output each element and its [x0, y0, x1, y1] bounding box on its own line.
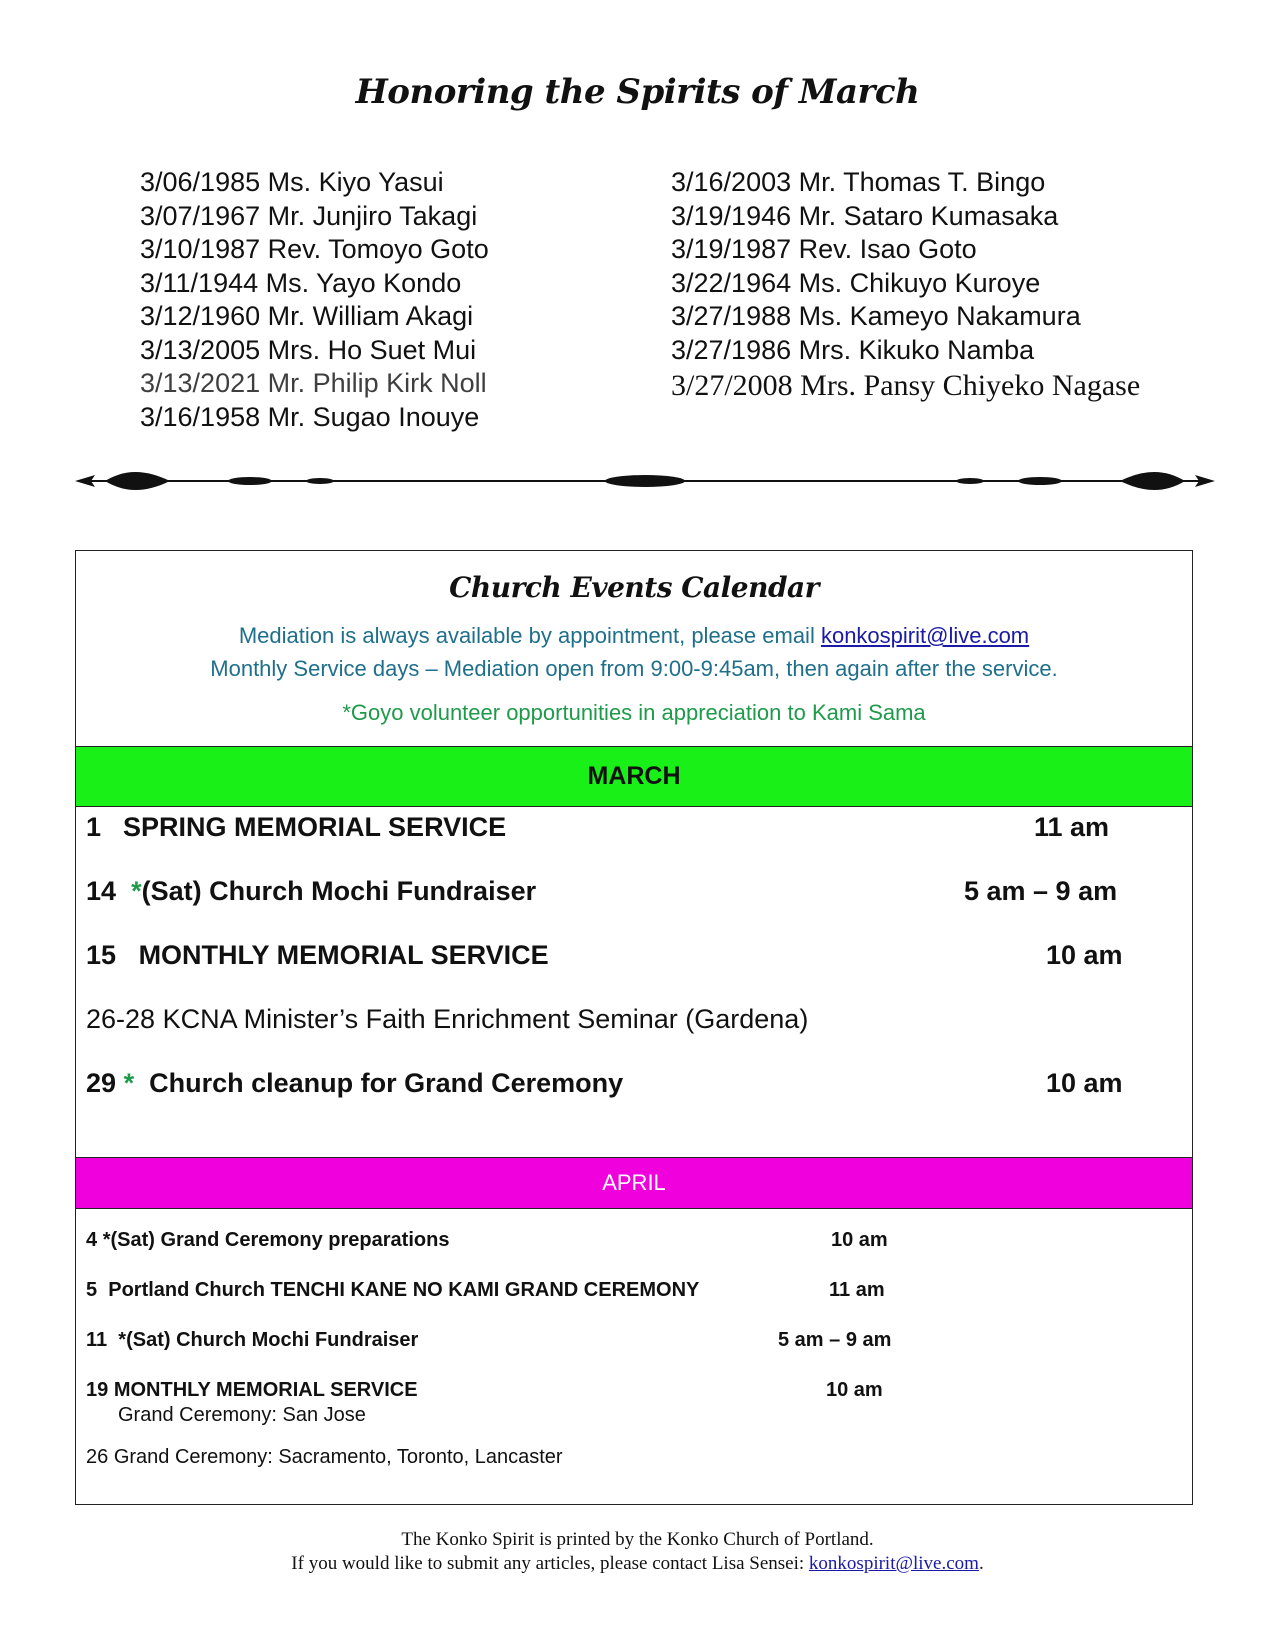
- event-time: 10 am: [831, 1229, 888, 1251]
- event-day: 26-28: [86, 1004, 156, 1034]
- mediation-notice: [76, 623, 1192, 649]
- march-event: [86, 812, 1110, 843]
- spirit-entry: 3/12/1960 Mr. William Akagi: [140, 301, 474, 331]
- event-day: 14: [86, 876, 117, 906]
- goyo-star: *: [123, 1068, 135, 1098]
- event-day: 29: [86, 1068, 117, 1098]
- ornamental-divider: [75, 466, 1215, 496]
- monthly-service-notice: Monthly Service days – Mediation open from 9:00-9:45am, then again after the service.: [210, 656, 1058, 681]
- event-title: MONTHLY MEMORIAL SERVICE: [138, 940, 549, 970]
- email-link[interactable]: konkospirit@live.com: [820, 623, 1030, 648]
- event-time: 10 am: [826, 1379, 883, 1401]
- march-header: MARCH: [76, 746, 1192, 807]
- spirits-list-left: [140, 166, 489, 434]
- event-time: 10 am: [1046, 940, 1123, 970]
- april-event-subline: Grand Ceremony: San Jose: [118, 1404, 366, 1426]
- spirit-entry: 3/10/1987 Rev. Tomoyo Goto: [140, 234, 489, 264]
- spirit-entry: 3/07/1967 Mr. Junjiro Takagi: [140, 200, 478, 231]
- spirit-entry: 3/27/2008 Mrs. Pansy Chiyeko Nagase: [671, 369, 1141, 402]
- april-event: [86, 1446, 563, 1469]
- footer-period: .: [978, 1553, 984, 1574]
- april-event: [86, 1279, 885, 1302]
- spirit-entry: 3/19/1946 Mr. Sataro Kumasaka: [671, 200, 1059, 231]
- event-title: SPRING MEMORIAL SERVICE: [123, 812, 507, 842]
- calendar-title: Church Events Calendar: [449, 571, 819, 604]
- spirit-entry: 3/13/2005 Mrs. Ho Suet Mui: [140, 334, 477, 365]
- spirit-entry: 3/22/1964 Ms. Chikuyo Kuroye: [671, 267, 1041, 298]
- event-time: 5 am – 9 am: [778, 1329, 892, 1351]
- march-event: [86, 876, 1118, 907]
- footer-contact: [0, 1553, 1275, 1575]
- goyo-note: *Goyo volunteer opportunities in appreciation to Kami Sama: [342, 700, 926, 725]
- event-day: 15: [86, 940, 117, 970]
- march-event: [86, 1004, 808, 1035]
- spirit-entry: 3/19/1987 Rev. Isao Goto: [671, 234, 977, 264]
- spirits-title: Honoring the Spirits of March: [355, 72, 920, 112]
- event-time: 5 am – 9 am: [964, 876, 1118, 906]
- event-time: 11 am: [829, 1279, 885, 1301]
- march-event: [86, 1068, 1123, 1099]
- goyo-star: *: [131, 876, 142, 906]
- spirit-entry: 3/27/1986 Mrs. Kikuko Namba: [671, 334, 1035, 365]
- footer-email-link[interactable]: konkospirit@live.com: [808, 1553, 979, 1574]
- spirits-list-right: [671, 166, 1140, 403]
- event-day: 5: [86, 1279, 98, 1301]
- spirit-entry: 3/27/1988 Ms. Kameyo Nakamura: [671, 301, 1081, 331]
- event-time: 10 am: [1046, 1068, 1123, 1098]
- event-title: KCNA Minister’s Faith Enrichment Seminar (Gardena): [162, 1004, 809, 1034]
- event-title: MONTHLY MEMORIAL SERVICE: [113, 1379, 418, 1401]
- april-header: APRIL: [76, 1157, 1192, 1209]
- spirit-entry: 3/06/1985 Ms. Kiyo Yasui: [140, 167, 444, 197]
- spirit-entry: 3/13/2021 Mr. Philip Kirk Noll: [140, 368, 487, 398]
- march-event: [86, 940, 1123, 971]
- event-day: 1: [86, 812, 102, 842]
- april-event: [86, 1329, 892, 1352]
- event-title: Church cleanup for Grand Ceremony: [149, 1068, 624, 1098]
- footer-printed-by: The Konko Spirit is printed by the Konko Church of Portland.: [401, 1529, 874, 1550]
- event-title: Grand Ceremony: Sacramento, Toronto, Lancaster: [113, 1446, 563, 1468]
- event-title: (Sat) Church Mochi Fundraiser: [141, 876, 537, 906]
- footer-contact-text: If you would like to submit any articles, please contact Lisa Sensei:: [291, 1553, 809, 1574]
- event-day: 4: [86, 1229, 98, 1251]
- spirit-entry: 3/16/1958 Mr. Sugao Inouye: [140, 401, 480, 432]
- event-time: 11 am: [1034, 812, 1110, 842]
- april-event: [86, 1379, 883, 1402]
- event-title: *(Sat) Grand Ceremony preparations: [102, 1229, 450, 1251]
- event-title: Portland Church TENCHI KANE NO KAMI GRAND CEREMONY: [108, 1279, 700, 1301]
- mediation-notice-text: Mediation is always available by appointment, please email: [238, 623, 821, 648]
- event-day: 19: [86, 1379, 109, 1401]
- event-day: 11: [86, 1329, 108, 1351]
- church-events-calendar: [75, 550, 1193, 1505]
- spirit-entry: 3/11/1944 Ms. Yayo Kondo: [140, 267, 462, 298]
- event-title: *(Sat) Church Mochi Fundraiser: [118, 1329, 419, 1351]
- spirit-entry: 3/16/2003 Mr. Thomas T. Bingo: [671, 167, 1046, 197]
- april-event: [86, 1229, 888, 1252]
- event-day: 26: [86, 1446, 109, 1468]
